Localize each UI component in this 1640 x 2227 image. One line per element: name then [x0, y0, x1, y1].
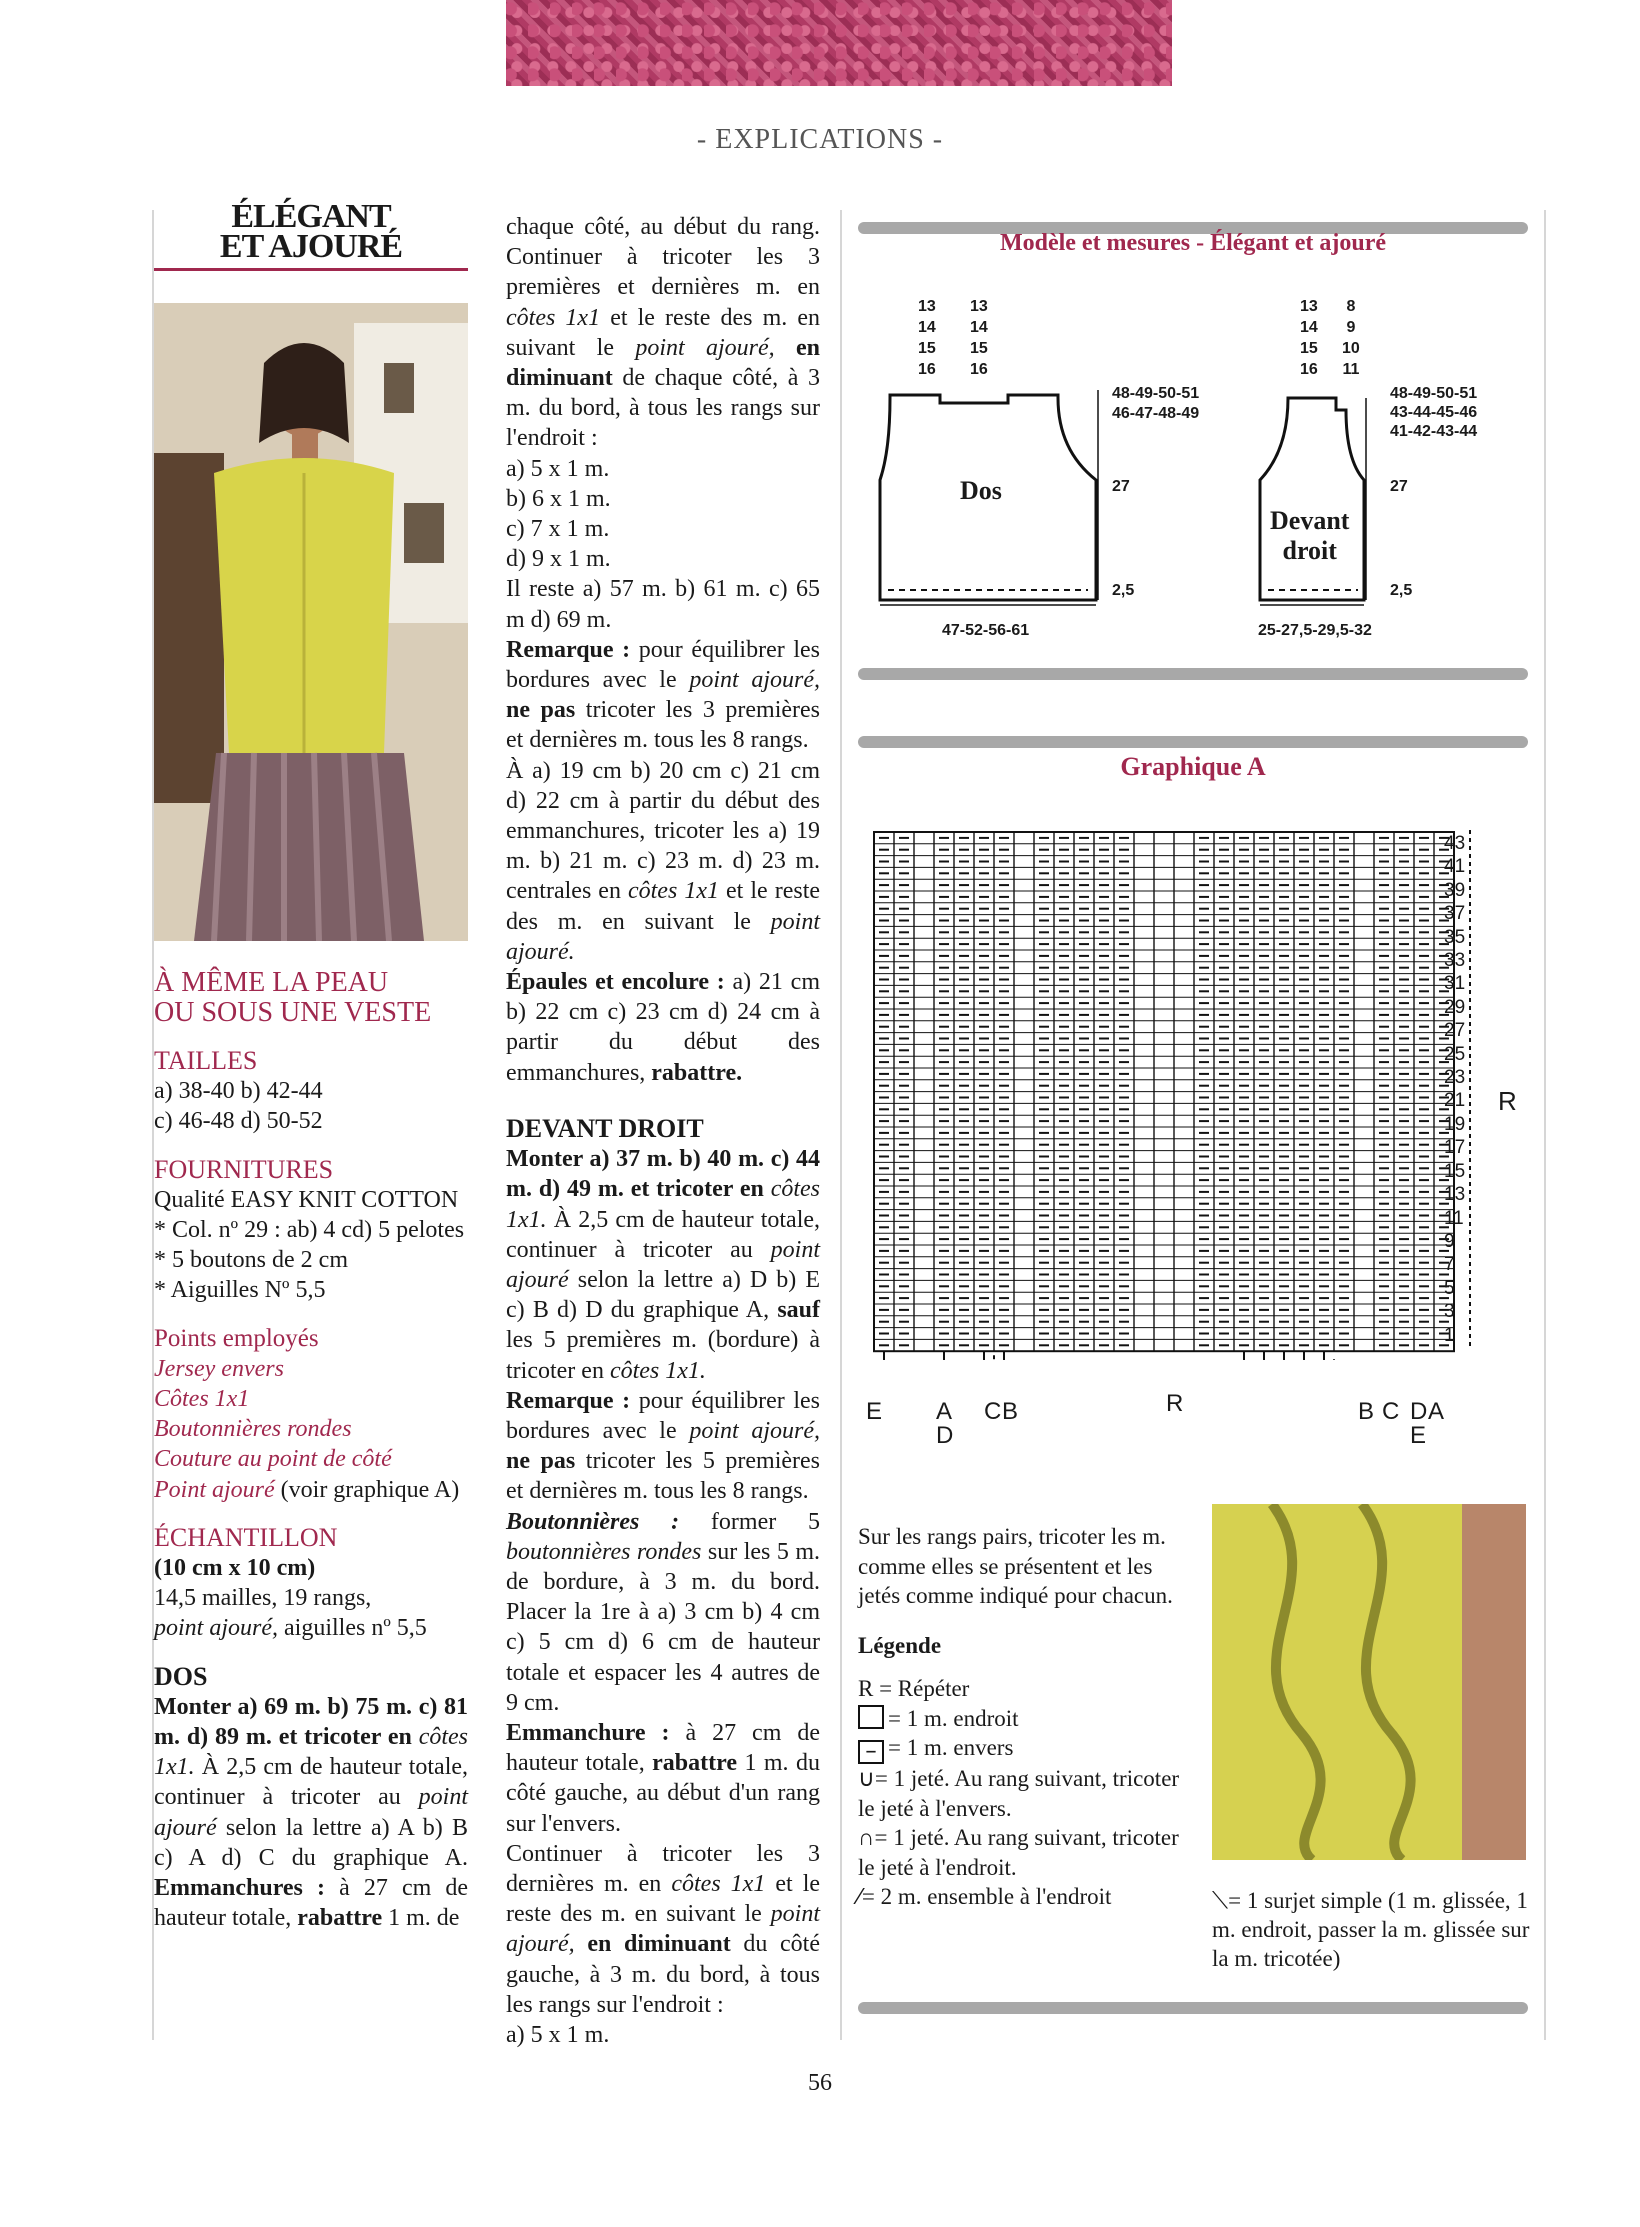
point-4: Couture au point de côté: [154, 1446, 392, 1473]
c2-rem2-a: pour équilibrer les bordures avec le: [506, 1387, 820, 1444]
c2-dd-g: les 5 premières m. (bordure) à tricoter en: [506, 1327, 820, 1384]
c2-p2c: et le reste des m. en suivant le: [506, 878, 821, 935]
dos-text-f: Emmanchures :: [154, 1875, 325, 1902]
envers-symbol-icon: –: [858, 1740, 884, 1764]
tailles-line-1: a) 38-40 b) 42-44: [154, 1078, 323, 1105]
dos-tr-1: 14: [970, 319, 988, 336]
c2-bt-h: Boutonnières :: [506, 1508, 680, 1535]
row-number: 21: [1444, 1090, 1466, 1112]
dos-tr-2: 15: [970, 340, 988, 357]
row-number: 19: [1444, 1113, 1466, 1135]
point-1: Jersey envers: [154, 1355, 284, 1382]
dev-tr-2: 10: [1342, 340, 1360, 357]
legend-endroit: = 1 m. endroit: [888, 1705, 1019, 1731]
graph-title: Graphique A: [1120, 752, 1266, 781]
devant-top-right-numbers: [1342, 296, 1360, 380]
bottom-letter-d: D: [936, 1422, 954, 1449]
model-photo: [154, 303, 468, 941]
column-1-text: [154, 968, 468, 1933]
dos-25: 2,5: [1112, 582, 1135, 599]
tailles-heading: TAILLES: [154, 1046, 258, 1075]
endroit-symbol-icon: [858, 1705, 884, 1729]
c2-p3c: et le reste des m. en suivant le: [506, 1870, 821, 1928]
dev-side-3: 41-42-43-44: [1390, 423, 1478, 440]
c2-rem-h: Remarque :: [506, 636, 631, 663]
point-2: Côtes 1x1: [154, 1386, 250, 1413]
legend-surjet: = 1 surjet simple (1 m. glissée, 1 m. endroit, passer la m. glissée sur la m. tricotée): [1212, 1888, 1530, 1971]
dos-side-1: 48-49-50-51: [1112, 385, 1200, 402]
dos-heading: DOS: [154, 1661, 208, 1691]
c2-reste: Il reste a) 57 m. b) 61 m. c) 65 m d) 69 m.: [506, 576, 820, 633]
row-number: 39: [1444, 879, 1466, 901]
column-rule-mid: [840, 210, 842, 2040]
c2-emmanchure: [506, 1718, 820, 1839]
c2-ep-b: rabattre.: [651, 1059, 743, 1086]
dos-label: Dos: [960, 476, 1002, 505]
c2-dd-h: côtes 1x1.: [609, 1357, 706, 1384]
dos-tl-1: 14: [918, 319, 936, 336]
dev-side-2: 43-44-45-46: [1390, 404, 1478, 421]
c2-rem2-h: Remarque :: [506, 1387, 631, 1414]
legend-bottom-bar: [858, 2002, 1528, 2014]
echantillon-heading: ÉCHANTILLON: [154, 1522, 338, 1552]
legend-surjet-row: [1212, 1886, 1532, 1973]
legend-block: [858, 1522, 1188, 1912]
dev-27: 27: [1390, 478, 1408, 495]
graph-top-bar: [858, 736, 1528, 748]
title-line-2: ET AJOURÉ: [219, 228, 403, 265]
dos-top-right-numbers: [970, 296, 988, 380]
row-number: 25: [1444, 1043, 1466, 1065]
row-number: 7: [1444, 1254, 1455, 1276]
dev-tl-3: 16: [1300, 361, 1318, 378]
dos-tl-0: 13: [918, 298, 936, 315]
devant-label-2: droit: [1282, 536, 1337, 565]
point-5: [154, 1475, 468, 1505]
c2-rem2-d: tricoter les 5 premières et dernières m. tous les 8 rangs.: [506, 1448, 820, 1505]
echantillon-line-3: [154, 1613, 468, 1643]
fournitures-line-1: Qualité EASY KNIT COTTON: [154, 1186, 459, 1213]
c2-dd-d: point ajouré: [506, 1236, 820, 1293]
devant-side-labels: [1390, 384, 1477, 441]
row-number: 33: [1444, 950, 1466, 972]
diagram-title: Modèle et mesures - Élégant et ajouré: [999, 230, 1387, 256]
dos-text-c: À 2,5 cm de hauteur totale, continuer à tricoter au: [154, 1754, 469, 1811]
bottom-repeat: R: [1166, 1390, 1184, 1417]
c2-p1b: côtes 1x1: [506, 304, 601, 331]
c2-p1c: et le reste des m. en suivant le: [506, 304, 820, 361]
tailles-line-2: c) 46-48 d) 50-52: [154, 1108, 323, 1135]
row-number: 15: [1444, 1160, 1466, 1182]
dev-tr-0: 8: [1346, 298, 1356, 315]
c2-list-d: d) 9 x 1 m.: [506, 546, 611, 573]
jete-n-icon: ∩: [858, 1824, 875, 1850]
dev-tr-3: 11: [1342, 361, 1360, 378]
bottom-right-d: D: [1410, 1398, 1428, 1425]
row-number: 27: [1444, 1020, 1466, 1042]
legend-ens: = 2 m. ensemble à l'endroit: [861, 1884, 1112, 1909]
detail-photo-illustration: [1212, 1504, 1526, 1860]
point-3: Boutonnières rondes: [154, 1416, 352, 1443]
subtitle-line-2: OU SOUS UNE VESTE: [154, 997, 432, 1028]
c2-p3e: en diminuant: [587, 1931, 731, 1958]
dev-tl-1: 14: [1300, 319, 1318, 336]
dos-27: 27: [1112, 478, 1130, 495]
row-number: 5: [1444, 1277, 1455, 1299]
c2-remarque-1: [506, 635, 820, 756]
subtitle: [154, 968, 468, 1028]
c2-p1e: en diminuant: [506, 334, 821, 392]
dev-25: 2,5: [1390, 582, 1413, 599]
c2-bt-c: sur les 5 m. de bordure, à 3 m. du bord. Placer la 1re à a) 3 cm b) 4 cm c) 5 cm d) 6 cm de hauteur totale et espacer les 4 autres de 9 cm.: [506, 1538, 821, 1716]
dos-side-labels: [1112, 384, 1199, 424]
devant-label: [1270, 506, 1349, 566]
dos-text-b: côtes 1x1.: [154, 1724, 469, 1781]
legend-intro: Sur les rangs pairs, tricoter les m. comme elles se présentent et les jetés comme indiqué pour chacun.: [858, 1524, 1173, 1608]
title-line-1: ÉLÉGANT: [231, 198, 391, 235]
dev-tl-2: 15: [1300, 340, 1318, 357]
legend-jete-u: = 1 jeté. Au rang suivant, tricoter le jeté à l'envers.: [858, 1766, 1180, 1821]
c2-bt-b: boutonnières rondes: [506, 1538, 702, 1565]
c2-bt-a: former 5: [710, 1508, 820, 1535]
dos-side-2: 46-47-48-49: [1112, 405, 1200, 422]
c2-last-line: a) 5 x 1 m.: [506, 2021, 610, 2048]
row-number: 41: [1444, 856, 1466, 878]
title-underline: [154, 268, 468, 271]
c2-p2b: côtes 1x1: [627, 878, 719, 905]
c2-p1f: de chaque côté, à 3 m. du bord, à tous les rangs sur l'endroit :: [506, 365, 820, 452]
c2-list-b: b) 6 x 1 m.: [506, 485, 611, 512]
c2-p2a: À a) 19 cm b) 20 cm c) 21 cm d) 22 cm à partir du début des emmanchures, tricoter les a) 19 m. b) 21 m. c) 23 m. d) 23 m. centrales en: [506, 757, 820, 905]
c2-rem-a: pour équilibrer les bordures avec le: [506, 636, 820, 694]
dev-tl-0: 13: [1300, 298, 1318, 315]
c2-list-a: a) 5 x 1 m.: [506, 455, 610, 482]
c2-p3b: côtes 1x1: [671, 1870, 766, 1897]
c2-dd-c: À 2,5 cm de hauteur totale, continuer à tricoter au: [506, 1206, 821, 1263]
bottom-right-a: A: [1428, 1398, 1445, 1425]
c2-p2d: point ajouré.: [506, 908, 821, 965]
c2-list-c: c) 7 x 1 m.: [506, 516, 610, 543]
row-number: 1: [1444, 1324, 1455, 1346]
dos-tl-2: 15: [918, 340, 936, 357]
c2-rem-d: tricoter les 3 premières et dernières m. tous les 8 rangs.: [506, 697, 820, 754]
c2-rem2-b: point ajouré,: [689, 1417, 820, 1444]
column-rule-right: [1544, 210, 1546, 2040]
c2-rem-c: ne pas: [506, 697, 576, 724]
row-number: 29: [1444, 996, 1466, 1018]
legend-surjet-block: [1212, 1886, 1532, 1973]
row-numbers: [1444, 832, 1465, 1347]
legend-jete-n: = 1 jeté. Au rang suivant, tricoter le jeté à l'endroit.: [858, 1825, 1179, 1880]
legend-jete-u-row: [858, 1764, 1188, 1823]
dos-text-a: Monter a) 69 m. b) 75 m. c) 81 m. d) 89 m. et tricoter en: [154, 1693, 468, 1751]
dos-tl-3: 16: [918, 361, 936, 378]
column-1: [154, 198, 468, 271]
c2-dd-b: côtes 1x1.: [506, 1176, 821, 1233]
echantillon-stitch: point ajouré,: [154, 1615, 278, 1642]
dos-tr-0: 13: [970, 298, 988, 315]
c2-em-h: Emmanchure :: [506, 1719, 670, 1746]
jete-u-icon: ∪: [858, 1765, 875, 1791]
row-number: 17: [1444, 1137, 1466, 1159]
points-heading: Points employés: [154, 1324, 319, 1352]
echantillon-line-1: (10 cm x 10 cm): [154, 1555, 316, 1582]
row-number: 35: [1444, 926, 1466, 948]
devant-shape: [1260, 398, 1364, 600]
fournitures-line-4: * Aiguilles Nº 5,5: [154, 1277, 326, 1304]
point-5-name: Point ajouré: [154, 1476, 275, 1503]
legend-envers: = 1 m. envers: [888, 1735, 1014, 1760]
top-photo-strip: [506, 0, 1172, 86]
c2-paragraph-2: [506, 756, 820, 967]
dos-text-h: rabattre: [297, 1905, 383, 1932]
legend-ens-row: [858, 1882, 1188, 1912]
bottom-right-b: B: [1358, 1398, 1375, 1425]
c2-ep-a: a) 21 cm b) 22 cm c) 23 cm d) 24 cm à partir du début des emmanchures,: [506, 969, 820, 1086]
c2-paragraph-1: [506, 212, 820, 454]
pattern-title: [154, 198, 468, 265]
devant-label-1: Devant: [1270, 506, 1350, 535]
c2-ep-h: Épaules et encolure :: [506, 969, 725, 996]
measurement-diagram: [858, 280, 1538, 660]
dos-text-d: point ajouré: [154, 1784, 468, 1841]
c2-em-c: 1 m. du côté gauche, au début d'un rang sur l'envers.: [506, 1750, 820, 1837]
subtitle-line-1: À MÊME LA PEAU: [154, 967, 389, 998]
model-photo-illustration: [154, 303, 468, 941]
legend-endroit-row: [858, 1704, 1188, 1734]
fournitures-line-2: * Col. nº 29 : ab) 4 cd) 5 pelotes: [154, 1217, 465, 1244]
c2-dd-a: Monter a) 37 m. b) 40 m. c) 44 m. d) 49 m. et tricoter en: [506, 1146, 820, 1203]
legend-jete-n-row: [858, 1823, 1188, 1882]
c2-remarque-2: [506, 1386, 820, 1507]
legend-r: R = Répéter: [858, 1676, 970, 1701]
legend-title: Légende: [858, 1632, 942, 1658]
devant-top-left-numbers: [1300, 296, 1318, 380]
c2-em-a: à 27 cm de hauteur totale,: [506, 1719, 820, 1777]
c2-p1d: point ajouré,: [635, 334, 775, 361]
row-number: 9: [1444, 1230, 1455, 1252]
row-number: 3: [1444, 1301, 1455, 1323]
c2-devant-paragraph: [506, 1144, 820, 1386]
dev-tr-1: 9: [1346, 319, 1356, 336]
bottom-letter-e: E: [866, 1398, 883, 1425]
dos-tr-3: 16: [970, 361, 988, 378]
row-number: 23: [1444, 1067, 1466, 1089]
c2-epaules: [506, 967, 820, 1088]
dos-text-e: selon la lettre a) A b) B c) A d) C du graphique A.: [154, 1814, 469, 1871]
c2-p1a: chaque côté, au début du rang. Continuer à tricoter les 3 premières et dernières m. en: [506, 214, 820, 301]
fournitures-line-3: * 5 boutons de 2 cm: [154, 1247, 348, 1274]
bottom-right-c: C: [1382, 1398, 1400, 1425]
row-number: 11: [1444, 1207, 1464, 1229]
c2-p3f: du côté gauche, à 3 m. du bord, à tous les rangs sur l'endroit :: [506, 1931, 820, 2018]
c2-p3d: point ajouré,: [506, 1901, 821, 1958]
row-number: 37: [1444, 903, 1466, 925]
c2-dd-f: sauf: [777, 1297, 821, 1324]
echantillon-line-2: 14,5 mailles, 19 rangs,: [154, 1585, 372, 1612]
row-number: 31: [1444, 973, 1466, 995]
dev-side-1: 48-49-50-51: [1390, 385, 1478, 402]
dos-paragraph: [154, 1692, 468, 1934]
legend-envers-row: [858, 1733, 1188, 1764]
dev-width: 25-27,5-29,5-32: [1258, 622, 1372, 639]
row-number: 43: [1444, 833, 1466, 854]
bottom-letter-a: A: [936, 1398, 953, 1425]
repeat-label-right: R: [1498, 1086, 1517, 1116]
detail-photo: [1212, 1504, 1526, 1860]
dos-width: 47-52-56-61: [942, 622, 1030, 639]
page-header: - EXPLICATIONS -: [696, 124, 944, 155]
bottom-letter-c: C: [984, 1398, 1002, 1425]
page-number: 56: [808, 2070, 832, 2096]
c2-p3a: Continuer à tricoter les 3 dernières m. en: [506, 1840, 820, 1897]
ens-icon: ⁄: [858, 1883, 862, 1909]
bottom-letter-b: B: [1002, 1398, 1019, 1425]
knitting-chart: [872, 830, 1472, 1360]
devant-droit-heading: DEVANT DROIT: [506, 1113, 704, 1143]
row-number: 13: [1444, 1184, 1466, 1206]
echantillon-needles: aiguilles nº 5,5: [278, 1615, 427, 1642]
dos-top-left-numbers: [918, 296, 936, 380]
dos-text-i: 1 m. de: [388, 1905, 460, 1932]
c2-paragraph-3: [506, 1839, 820, 2020]
c2-rem-b: point ajouré,: [689, 667, 820, 694]
dos-text-g: à 27 cm de hauteur totale,: [154, 1875, 469, 1932]
bottom-right-e: E: [1410, 1422, 1427, 1449]
c2-em-b: rabattre: [652, 1750, 738, 1777]
surjet-icon: ⟍: [1212, 1887, 1229, 1913]
fournitures-heading: FOURNITURES: [154, 1154, 334, 1184]
point-5-note: (voir graphique A): [274, 1476, 460, 1503]
c2-rem2-c: ne pas: [506, 1448, 576, 1475]
c2-boutonnieres: [506, 1507, 820, 1718]
diagram-bottom-bar: [858, 668, 1528, 680]
c2-dd-e: selon la lettre a) D b) E c) B d) D du graphique A,: [506, 1266, 820, 1324]
column-2: [506, 212, 820, 2050]
